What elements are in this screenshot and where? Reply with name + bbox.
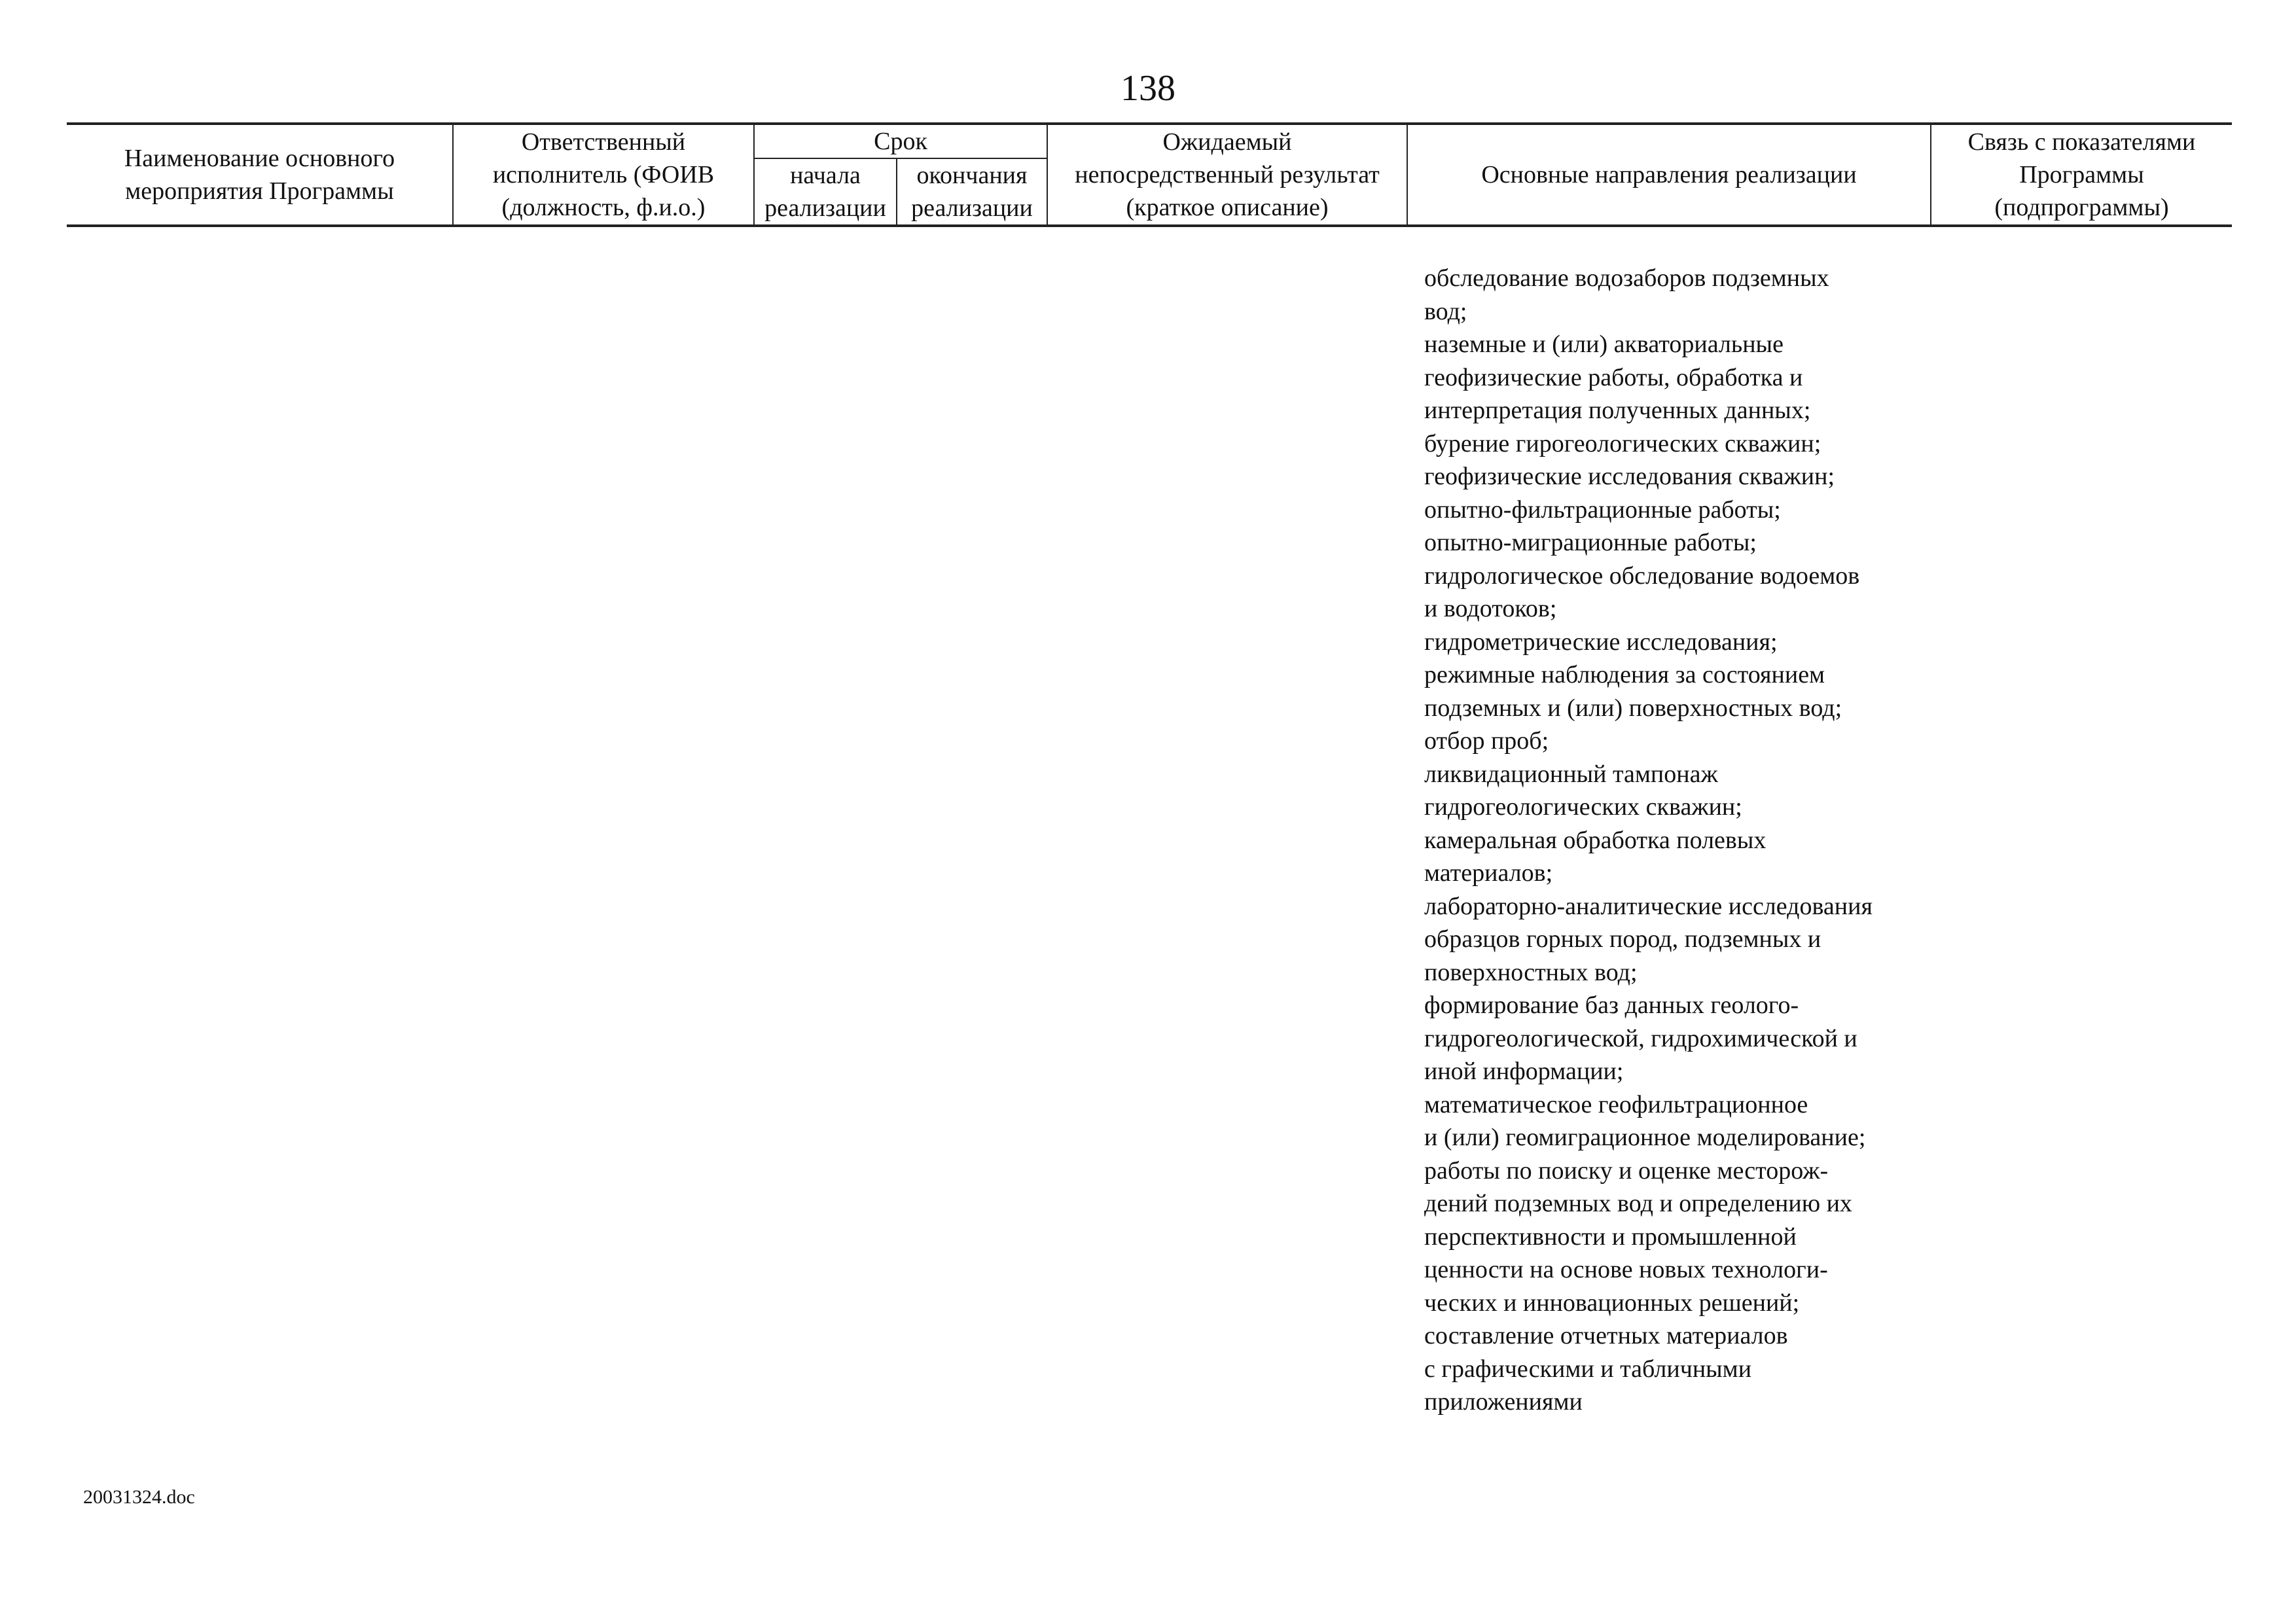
- directions-line: ликвидационный тампонаж: [1424, 760, 1718, 788]
- directions-line: опытно-фильтрационные работы;: [1424, 495, 1781, 524]
- directions-line: обследование водозаборов подземных: [1424, 264, 1829, 292]
- header-col-name: [67, 124, 453, 226]
- header-col-link-line-2: Программы: [2019, 161, 2144, 188]
- directions-line: с графическими и табличными: [1424, 1355, 1752, 1383]
- header-col-executor-line-2: исполнитель (ФОИВ: [492, 161, 715, 188]
- directions-line: материалов;: [1424, 859, 1553, 887]
- directions-line: лабораторно-аналитические исследования: [1424, 892, 1873, 920]
- header-col-executor-line-1: Ответственный: [521, 128, 686, 156]
- directions-line: дений подземных вод и определению их: [1424, 1190, 1852, 1217]
- header-col-result: [1047, 124, 1407, 226]
- directions-line: перспективности и промышленной: [1424, 1222, 1797, 1251]
- header-col-name-line-2: мероприятия Программы: [125, 177, 394, 205]
- header-col-term-end-line-1: окончания: [916, 162, 1028, 189]
- header-col-link: [1931, 124, 2232, 226]
- header-col-name-line-1: Наименование основного: [124, 145, 395, 172]
- directions-line: камеральная обработка полевых: [1424, 826, 1767, 854]
- header-col-link-line-3: (подпрограммы): [1994, 194, 2169, 221]
- directions-line: режимные наблюдения за состоянием: [1424, 661, 1825, 688]
- file-name: 20031324.doc: [83, 1486, 195, 1508]
- directions-line: геофизические исследования скважин;: [1424, 463, 1835, 490]
- directions-line: поверхностных вод;: [1424, 958, 1638, 986]
- header-col-link-line-1: Связь с показателями: [1967, 128, 2196, 156]
- header-col-term-start-line-2: реализации: [764, 194, 886, 222]
- header-col-executor-line-3: (должность, ф.и.о.): [501, 194, 706, 221]
- directions-line: бурение гирогеологических скважин;: [1424, 429, 1821, 457]
- header-col-directions: Основные направления реализации: [1407, 124, 1931, 226]
- directions-line: гидрологическое обследование водоемов: [1424, 562, 1860, 590]
- directions-line: отбор проб;: [1424, 727, 1549, 755]
- directions-line: приложениями: [1424, 1388, 1583, 1416]
- directions-line: геофизические работы, обработка и: [1424, 363, 1803, 391]
- directions-line: гидрометрические исследования;: [1424, 628, 1778, 656]
- directions-line: гидрогеологических скважин;: [1424, 793, 1742, 821]
- directions-line: и водотоков;: [1424, 595, 1557, 622]
- directions-line: подземных и (или) поверхностных вод;: [1424, 694, 1842, 722]
- page-number: 138: [1121, 68, 1175, 109]
- header-col-result-line-3: (краткое описание): [1126, 194, 1329, 221]
- table-header: [67, 122, 2232, 227]
- directions-line: работы по поиску и оценке месторож-: [1424, 1156, 1829, 1185]
- header-col-term-start-line-1: начала: [790, 162, 861, 189]
- header-col-result-line-1: Ожидаемый: [1162, 128, 1292, 156]
- directions-line: интерпретация полученных данных;: [1424, 397, 1811, 424]
- directions-line: гидрогеологической, гидрохимической и: [1424, 1024, 1857, 1052]
- header-col-term-start: [754, 158, 897, 226]
- directions-text: [1424, 262, 1961, 1419]
- directions-line: формирование баз данных геолого-: [1424, 991, 1799, 1019]
- directions-line: ценности на основе новых технологи-: [1424, 1256, 1828, 1283]
- directions-line: и (или) геомиграционное моделирование;: [1424, 1124, 1866, 1151]
- header-col-term-end: [897, 158, 1047, 226]
- directions-line: составление отчетных материалов: [1424, 1322, 1788, 1349]
- directions-line: математическое геофильтрационное: [1424, 1090, 1808, 1118]
- directions-line: ческих и инновационных решений;: [1424, 1289, 1800, 1317]
- directions-line: наземные и (или) акваториальные: [1424, 330, 1784, 358]
- header-col-term: Срок: [754, 124, 1047, 158]
- directions-line: иной информации;: [1424, 1058, 1624, 1085]
- header-col-executor: [453, 124, 754, 226]
- directions-line: образцов горных пород, подземных и: [1424, 925, 1821, 953]
- directions-line: опытно-миграционные работы;: [1424, 529, 1757, 556]
- header-col-result-line-2: непосредственный результат: [1075, 161, 1380, 188]
- header-col-term-end-line-2: реализации: [911, 194, 1033, 222]
- directions-line: вод;: [1424, 297, 1467, 325]
